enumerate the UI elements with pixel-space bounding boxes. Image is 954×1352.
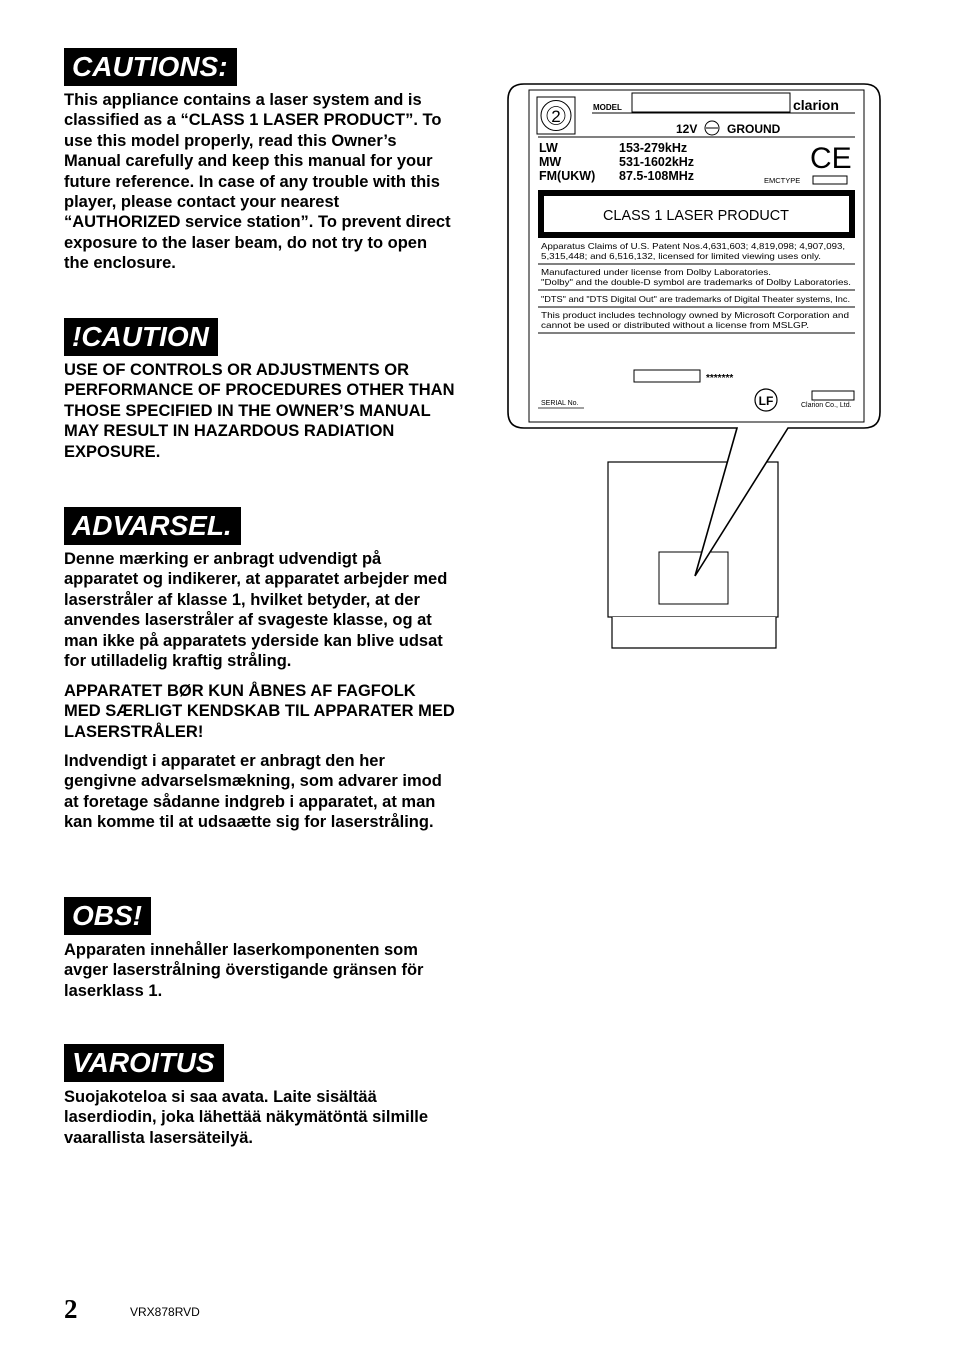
serial-asterisks: ******* [706,373,734,384]
dolby-notice-line-1: Manufactured under license from Dolby Laboratories. [541,267,771,277]
region-number: 2 [551,107,561,126]
emctype-box [813,176,847,184]
varoitus-heading: VAROITUS [64,1044,224,1082]
voltage-text: 12V [676,122,698,136]
model-label: MODEL [593,103,622,112]
dts-notice: "DTS" and "DTS Digital Out" are trademarks of Digital Theater systems, Inc. [541,294,850,304]
laser-class-text: CLASS 1 LASER PRODUCT [603,207,789,224]
band-name-mw: MW [539,155,562,169]
ground-text: GROUND [727,122,781,136]
microsoft-notice-line-2: cannot be used or distributed without a license from MSLGP. [541,320,809,330]
device-illustration [608,462,778,648]
ce-mark-icon: CE [810,142,852,175]
region-code-icon [537,97,575,134]
band-range-mw: 531-1602kHz [619,155,695,169]
model-box [632,93,790,112]
band-name-lw: LW [539,141,558,155]
company-name: Clarion Co., Ltd. [801,402,852,409]
serial-code-box [634,370,700,382]
lf-mark-icon [755,389,777,411]
model-code: VRX878RVD [130,1305,200,1319]
band-range-lw: 153-279kHz [619,141,688,155]
advarsel-paragraph-3: Indvendigt i apparatet er anbragt den her gengivne advarselsmækning, som advarer imod at foretage sådanne indgreb i apparatet, at man kan komme til at udsaætte sig for laserstråling. [64,752,442,832]
brand-logo: clarion [793,97,839,113]
advarsel-paragraph-2: APPARATET BØR KUN ÅBNES AF FAGFOLK MED SÆRLIGT KENDSKAB TIL APPARATER MED LASERSTRÅLER! [64,682,455,741]
emctype-label: EMCTYPE [764,176,801,185]
caution-heading: !CAUTION [64,318,218,356]
dolby-notice-line-2: "Dolby" and the double-D symbol are trademarks of Dolby Laboratories. [541,277,851,287]
microsoft-notice-line-1: This product includes technology owned by Microsoft Corporation and [541,310,850,320]
cautions-heading: CAUTIONS: [64,48,237,86]
patent-notice-line-2: 5,315,448; and 6,516,132, licensed for limited viewing uses only. [541,251,821,261]
advarsel-paragraph-1: Denne mærking er anbragt udvendigt på apparatet og indikerer, at apparatet arbejder med laserstråler af klasse 1, hvilket betyder, at der anvendes laserstråler af svageste klasse, og at man ikke på apparatets yderside kan blive udsat for utilladelig kraftig stråling. [64,550,448,671]
band-range-fm: 87.5-108MHz [619,169,695,183]
obs-paragraph: Apparaten innehåller laserkomponenten som avger laserstrålning överstigande gränsen för laserklass 1. [64,941,424,1000]
page-number: 2 [64,1294,78,1324]
company-box [812,391,854,400]
ground-symbol-icon [705,121,719,135]
advarsel-heading: ADVARSEL. [64,507,241,545]
obs-heading: OBS! [64,897,151,935]
serial-label: SERIAL No. [541,400,579,407]
varoitus-paragraph: Suojakoteloa si saa avata. Laite sisältää laserdiodin, joka lähettää näkymätöntä silmille vaarallista lasersäteilyä. [64,1088,429,1147]
cautions-paragraph: This appliance contains a laser system and is classified as a “CLASS 1 LASER PRODUCT”. To use this model properly, read this Owner’s Manual carefully and keep this manual for your future reference. In case of any trouble with this player, please contact your nearest “AUTHORIZED service station”. To prevent direct exposure to the laser beam, do not try to open the enclosure. [64,91,451,273]
lf-mark-text: LF [758,394,774,408]
band-name-fm: FM(UKW) [539,169,596,183]
patent-notice-line-1: Apparatus Claims of U.S. Patent Nos.4,631,603; 4,819,098; 4,907,093, [541,241,845,251]
caution-paragraph: USE OF CONTROLS OR ADJUSTMENTS OR PERFORMANCE OF PROCEDURES OTHER THAN THOSE SPECIFIED IN THE OWNER’S MANUAL MAY RESULT IN HAZARDOUS RADIATION EXPOSURE. [64,361,455,461]
